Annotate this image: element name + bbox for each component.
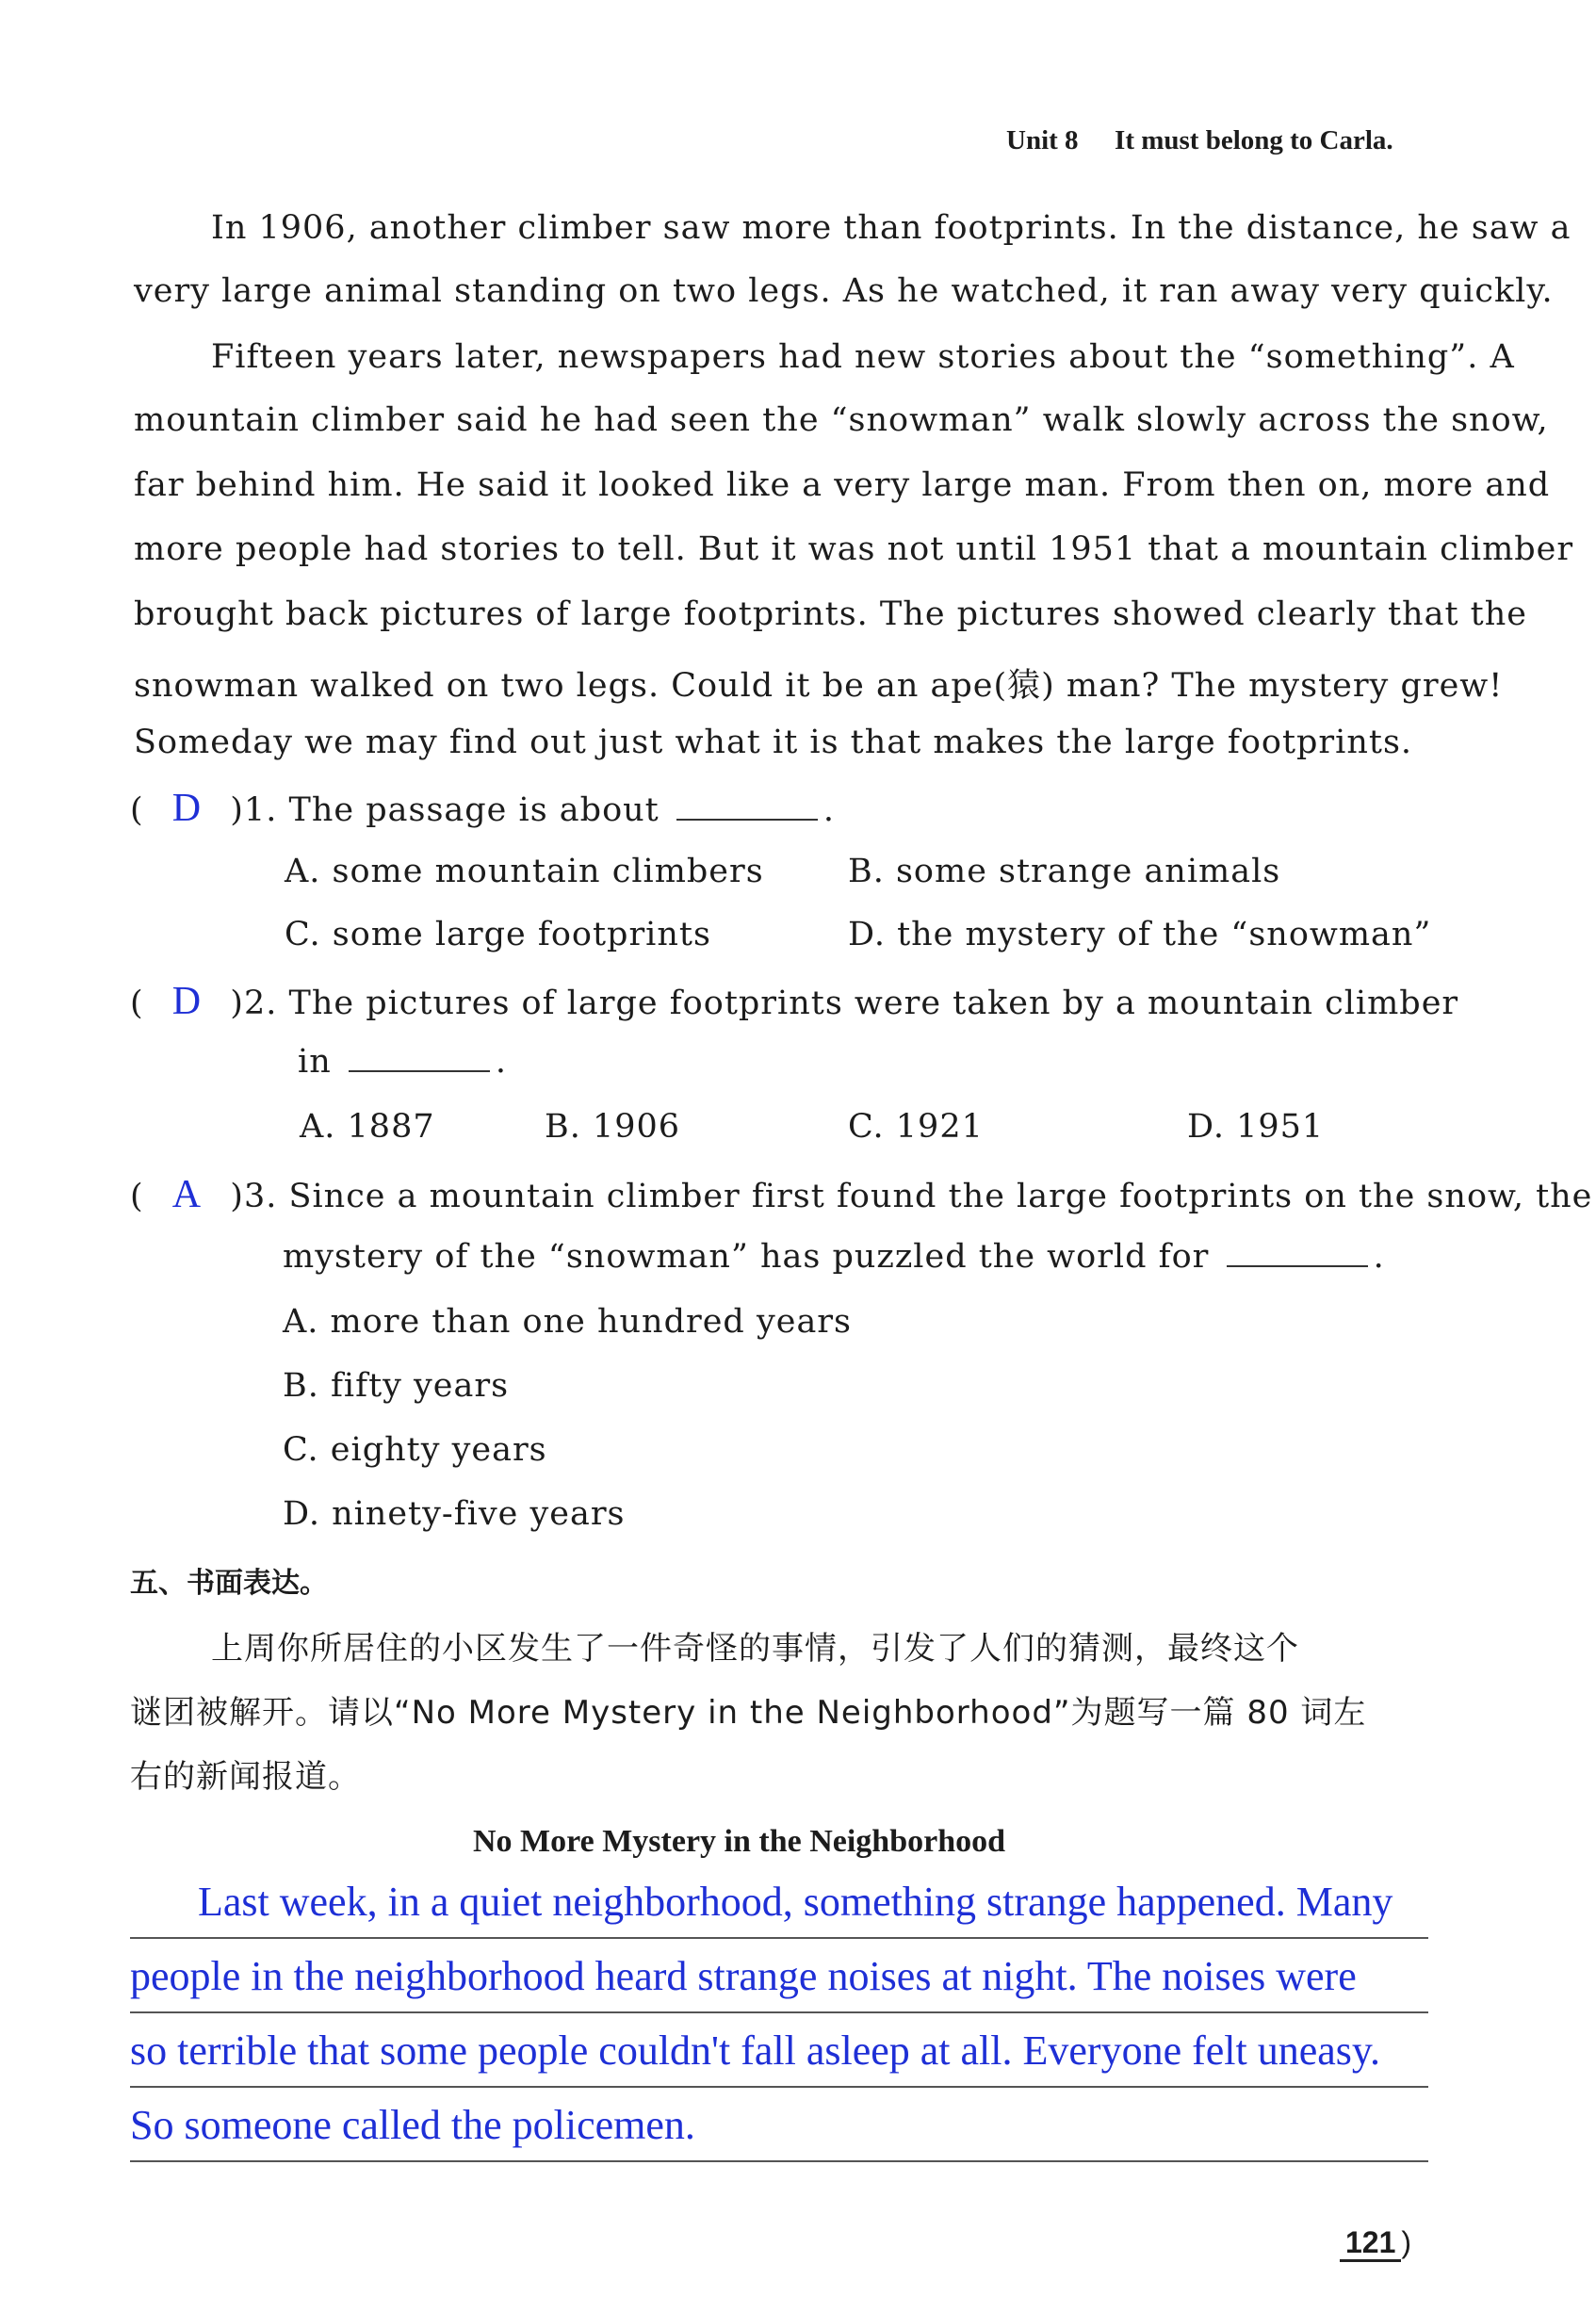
essay-line-2: people in the neighborhood heard strange noises at night. The noises were [130,1953,1357,1999]
answer-3: A [171,1173,203,1216]
instruction-line-2: 谜团被解开。请以“No More Mystery in the Neighborhood”为题写一篇 80 词左 [130,1694,1367,1732]
passage-line-7: brought back pictures of large footprints. The pictures showed clearly that the [134,595,1527,633]
question-3-number: 3. [243,1178,278,1215]
q2-option-d: D. 1951 [1187,1108,1325,1146]
q1-option-d: D. the mystery of the “snowman” [848,916,1432,953]
q3-option-b: B. fifty years [283,1367,510,1405]
writing-rule [130,2086,1428,2088]
q2-option-c: C. 1921 [848,1108,984,1146]
writing-rule [130,1937,1428,1939]
passage-line-6: more people had stories to tell. But it was not until 1951 that a mountain climber [134,530,1574,568]
essay-line-1: Last week, in a quiet neighborhood, something strange happened. Many [198,1879,1393,1925]
page-number: 121 ) [1340,2225,1411,2260]
question-3-stem: Since a mountain climber first found the large footprints on the snow, the [288,1178,1593,1215]
essay-line-3: so terrible that some people couldn't fall asleep at all. Everyone felt uneasy. [130,2027,1381,2074]
question-1-stem: The passage is about [288,791,660,829]
question-2: ( D )2. The pictures of large footprints were taken by a mountain climber [130,980,1459,1023]
q3-option-d: D. ninety-five years [283,1495,626,1533]
unit-label: Unit 8 [1006,125,1079,155]
passage-line-2: very large animal standing on two legs. As he watched, it ran away very quickly. [134,272,1554,310]
q2-option-a: A. 1887 [300,1108,435,1146]
essay-line-4: So someone called the policemen. [130,2102,695,2148]
passage-line-1: In 1906, another climber saw more than footprints. In the distance, he saw a [211,209,1572,247]
question-1: ( D )1. The passage is about . [130,787,836,830]
q1-option-c: C. some large footprints [285,916,711,953]
passage-line-8: snowman walked on two legs. Could it be an ape(猿) man? The mystery grew! [134,667,1504,705]
writing-rule [130,2011,1428,2013]
question-2-number: 2. [243,985,278,1022]
instruction-line-3: 右的新闻报道。 [130,1758,361,1796]
passage-line-4: mountain climber said he had seen the “snowman” walk slowly across the snow, [134,401,1549,439]
question-1-number: 1. [243,791,278,829]
answer-blank [1227,1237,1368,1267]
question-2-stem: The pictures of large footprints were taken by a mountain climber [288,985,1459,1022]
question-3-line-2: mystery of the “snowman” has puzzled the world for . [283,1238,1385,1276]
q3-option-c: C. eighty years [283,1431,547,1469]
question-2-line-2: in . [298,1043,508,1081]
instruction-line-1: 上周你所居住的小区发生了一件奇怪的事情，引发了人们的猜测，最终这个 [211,1630,1299,1668]
unit-title: It must belong to Carla. [1115,125,1393,155]
answer-1: D [171,787,203,830]
writing-rule [130,2160,1428,2162]
passage-line-5: far behind him. He said it looked like a very large man. From then on, more and [134,466,1551,504]
section-heading: 五、书面表达。 [130,1567,328,1600]
passage-line-9: Someday we may find out just what it is that makes the large footprints. [134,724,1413,761]
q1-option-b: B. some strange animals [848,853,1281,890]
q1-option-a: A. some mountain climbers [285,853,764,890]
answer-blank [676,790,818,821]
essay-title: No More Mystery in the Neighborhood [473,1824,1006,1859]
answer-2: D [171,980,203,1023]
passage-line-3: Fifteen years later, newspapers had new stories about the “something”. A [211,338,1515,376]
answer-blank [349,1042,490,1072]
question-3: ( A )3. Since a mountain climber first found the large footprints on the snow, the [130,1173,1593,1216]
q3-option-a: A. more than one hundred years [283,1303,852,1341]
running-header [1006,125,1393,156]
q2-option-b: B. 1906 [545,1108,681,1146]
